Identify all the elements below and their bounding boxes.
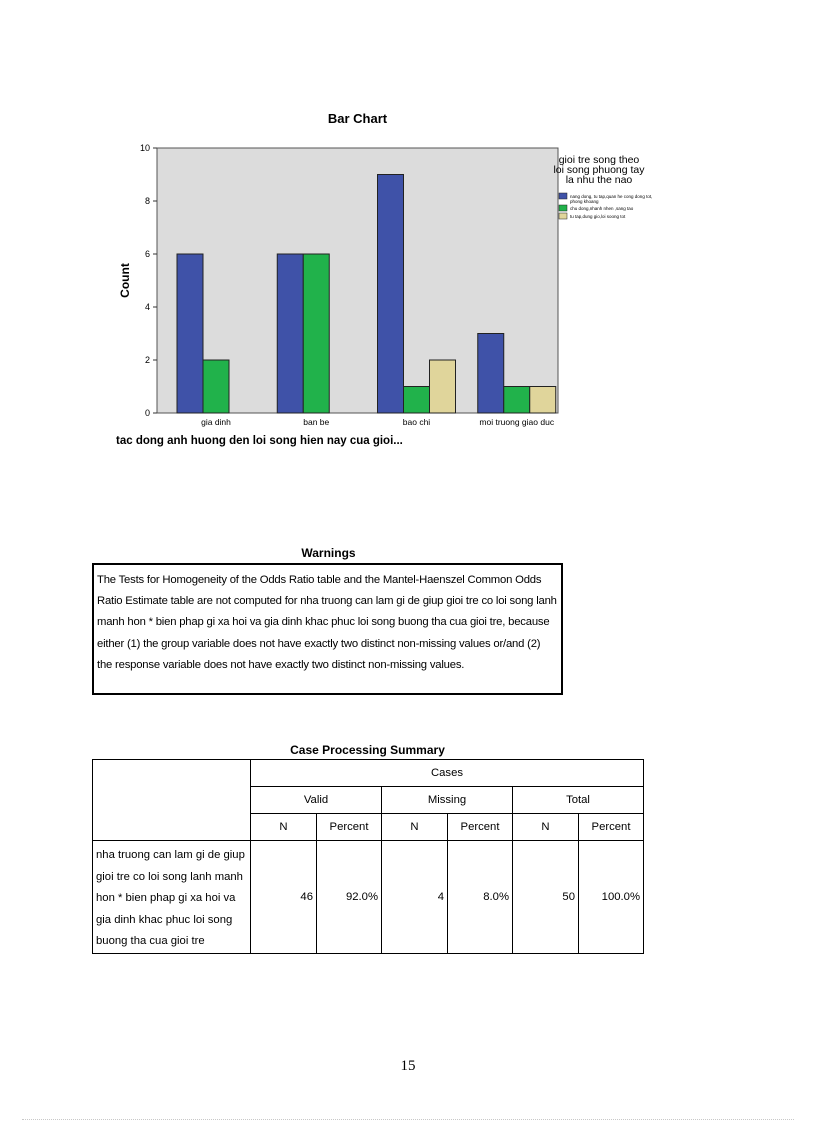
- cell-missing-n: 4: [382, 841, 448, 954]
- bar: [478, 334, 504, 414]
- legend-swatch: [559, 205, 567, 211]
- bar: [277, 254, 303, 413]
- valid-header: Valid: [251, 787, 382, 814]
- y-tick-label: 10: [139, 143, 150, 153]
- table-row: [93, 841, 644, 954]
- bar: [303, 254, 329, 413]
- x-tick-label: bao chi: [402, 417, 431, 427]
- col-header: N: [251, 814, 317, 841]
- cases-header: Cases: [251, 760, 644, 787]
- bar: [430, 360, 456, 413]
- bar: [203, 360, 229, 413]
- case-summary-title: Case Processing Summary: [290, 743, 445, 757]
- warnings-text: The Tests for Homogeneity of the Odds Ratio table and the Mantel-Haenszel Common Odds Ratio Estimate table are not computed for nha truong can lam gi de giup gioi tre co loi song lanh manh hon * bien phap gi xa hoi va gia dinh khac phuc loi song buong tha cua gioi tre, because either (1) the group variable does not have exactly two distinct non-missing values or/and (2) the response variable does not have exactly two distinct non-missing values.: [92, 563, 563, 695]
- page-number: 15: [400, 1058, 416, 1074]
- cell-total-n: 50: [513, 841, 579, 954]
- missing-header: Missing: [382, 787, 513, 814]
- legend-label: nang dong, tu tap,quan he cong dong tot, phong khoang: [570, 194, 653, 204]
- col-header: N: [513, 814, 579, 841]
- total-header: Total: [513, 787, 644, 814]
- y-axis-label: Count: [118, 263, 132, 298]
- row-label: nha truong can lam gi de giup gioi tre co loi song lanh manh hon * bien phap gi xa hoi va gia dinh khac phuc loi song buong tha cua gioi tre: [93, 841, 251, 954]
- y-tick-label: 0: [144, 408, 150, 418]
- cell-total-percent: 100.0%: [579, 841, 644, 954]
- legend-swatch: [559, 213, 567, 219]
- cell-missing-percent: 8.0%: [448, 841, 513, 954]
- col-header: N: [382, 814, 448, 841]
- legend-label: tu tap,dung gio,loi soong tot: [570, 214, 626, 219]
- bar: [404, 387, 430, 414]
- col-header: Percent: [579, 814, 644, 841]
- y-tick-label: 8: [144, 196, 150, 206]
- x-tick-label: gia dinh: [201, 417, 231, 427]
- legend-title: gioi tre song theo loi song phuong tay la nhu the nao: [553, 154, 645, 186]
- y-tick-label: 2: [144, 355, 150, 365]
- case-summary-table: [92, 759, 644, 954]
- warnings-title: Warnings: [301, 546, 356, 560]
- x-axis-label: tac dong anh huong den loi song hien nay cua gioi...: [116, 435, 403, 447]
- y-tick-label: 6: [144, 249, 150, 259]
- cell-valid-percent: 92.0%: [317, 841, 382, 954]
- col-header: Percent: [448, 814, 513, 841]
- bar-chart-svg: [100, 105, 720, 455]
- footer-divider: [22, 1119, 794, 1120]
- y-tick-label: 4: [144, 302, 150, 312]
- chart-title: Bar Chart: [327, 111, 388, 126]
- legend-swatch: [559, 193, 567, 199]
- bar: [378, 175, 404, 414]
- bar: [504, 387, 530, 414]
- cell-valid-n: 46: [251, 841, 317, 954]
- x-tick-label: ban be: [303, 417, 330, 427]
- table-header-row: [93, 760, 644, 787]
- corner-cell: [93, 760, 251, 841]
- bar: [530, 387, 556, 414]
- bar: [177, 254, 203, 413]
- col-header: Percent: [317, 814, 382, 841]
- legend-label: chu dong,nhanh nhen ,sang tao: [570, 206, 634, 211]
- x-tick-label: moi truong giao duc: [479, 417, 555, 427]
- bar-chart: [100, 105, 720, 455]
